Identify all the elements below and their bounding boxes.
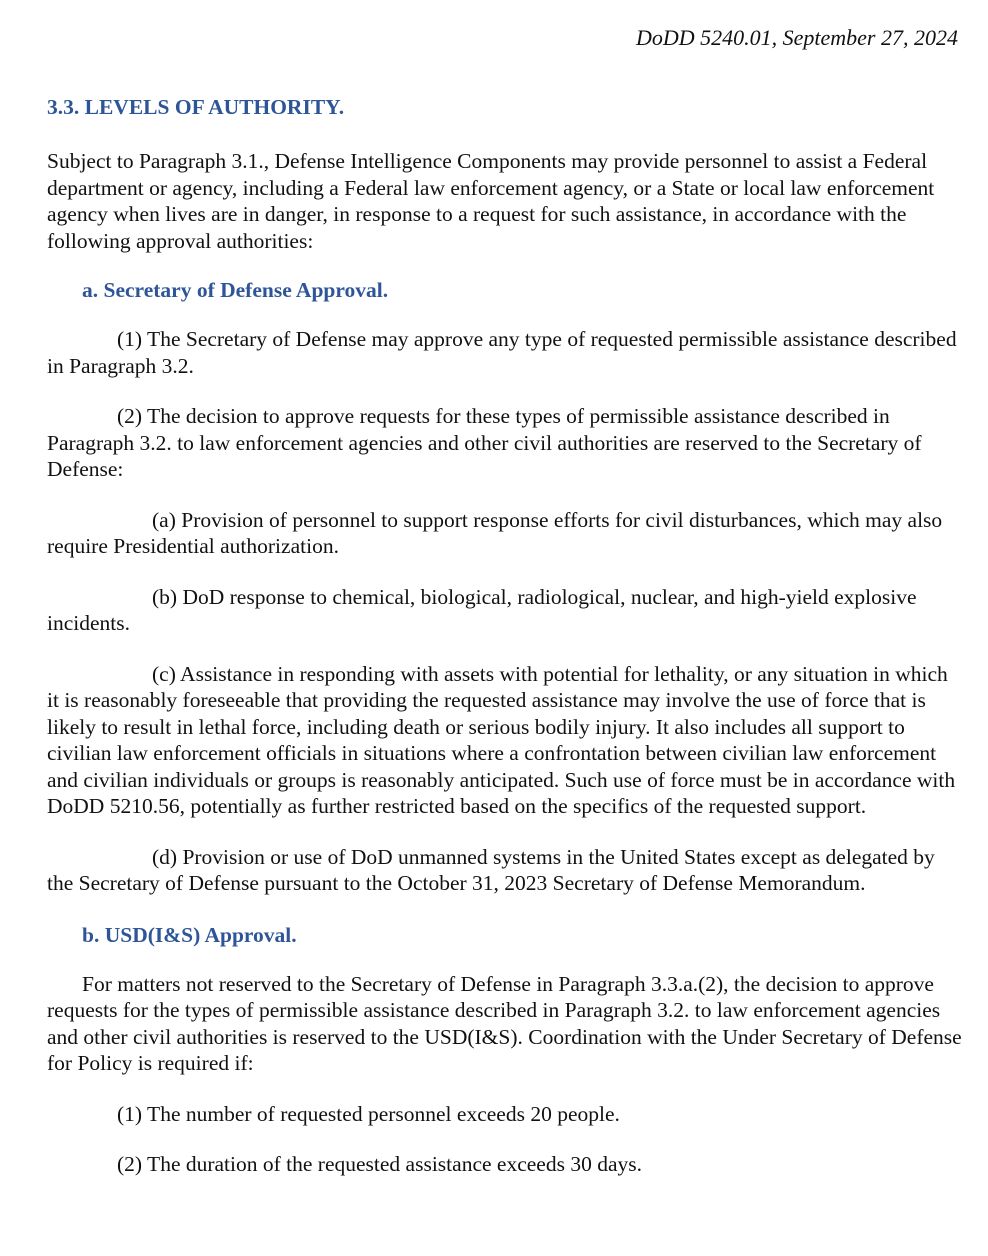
subsection-a-heading: a. Secretary of Defense Approval. <box>82 278 389 302</box>
subsection-b-item-1: (1) The number of requested personnel exceeds 20 people. <box>117 1101 620 1126</box>
subsection-a-item-2c: (c) Assistance in responding with assets with potential for lethality, or any situation in which it is reasonably foreseeable that providing the requested assistance may involve the use of force that is likely to result in lethal force, including death or serious bodily injury. It also includes all support to civilian law enforcement officials in situations where a confrontation between civilian law enforcement and civilian individuals or groups is reasonably anticipated. Such use of force must be in accordance with DoDD 5210.56, potentially as further restricted based on the specifics of the requested support. <box>47 661 956 818</box>
subsection-b-intro: For matters not reserved to the Secretary of Defense in Paragraph 3.3.a.(2), the decision to approve requests for the types of permissible assistance described in Paragraph 3.2. to law enforcement agencies and other civil authorities is reserved to the USD(I&S). Coordination with the Under Secretary of Defense for Policy is required if: <box>47 971 962 1075</box>
section-intro-paragraph: Subject to Paragraph 3.1., Defense Intelligence Components may provide personnel to assist a Federal department or agency, including a Federal law enforcement agency, or a State or local law enforcement agency when lives are in danger, in response to a request for such assistance, in accordance with the following approval authorities: <box>47 149 935 253</box>
section-heading: 3.3. LEVELS OF AUTHORITY. <box>47 95 345 119</box>
document-body <box>47 93 962 1178</box>
subsection-a-item-2: (2) The decision to approve requests for these types of permissible assistance described in Paragraph 3.2. to law enforcement agencies and other civil authorities are reserved to the Secretary of Defense: <box>47 404 922 481</box>
subsection-a-item-1: (1) The Secretary of Defense may approve any type of requested permissible assistance described in Paragraph 3.2. <box>47 327 957 378</box>
subsection-b-heading: b. USD(I&S) Approval. <box>82 922 297 947</box>
subsection-a-item-2a: (a) Provision of personnel to support response efforts for civil disturbances, which may also require Presidential authorization. <box>47 507 943 558</box>
subsection-a-item-2d: (d) Provision or use of DoD unmanned systems in the United States except as delegated by the Secretary of Defense pursuant to the October 31, 2023 Secretary of Defense Memorandum. <box>47 844 935 895</box>
subsection-a-item-2b: (b) DoD response to chemical, biological, radiological, nuclear, and high-yield explosive incidents. <box>47 584 917 635</box>
document-reference-header: DoDD 5240.01, September 27, 2024 <box>635 25 958 50</box>
subsection-b-item-2: (2) The duration of the requested assistance exceeds 30 days. <box>117 1152 642 1176</box>
